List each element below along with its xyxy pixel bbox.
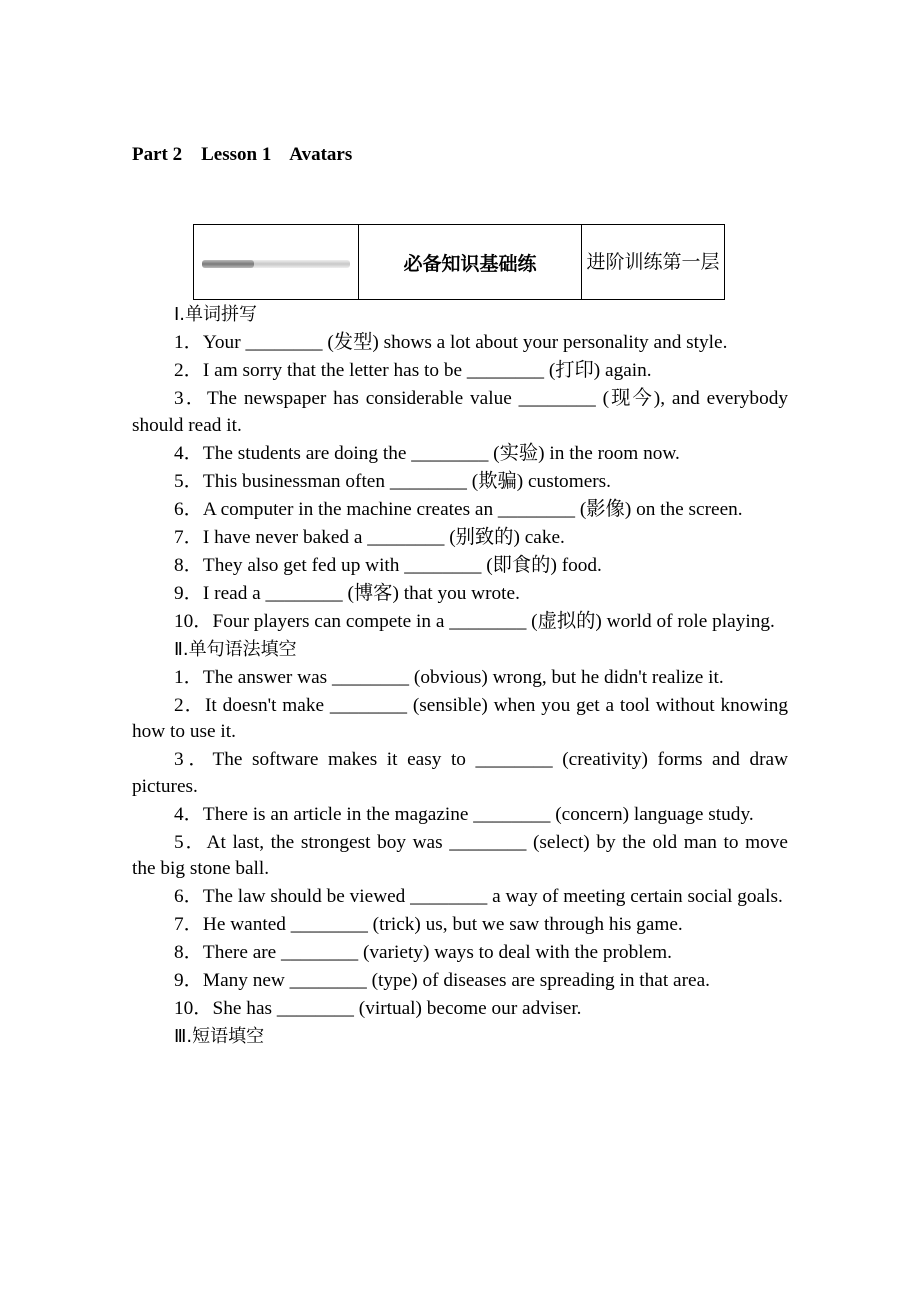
training-level: 进阶训练第一层 [582, 225, 725, 300]
exercise-item: 2．It doesn't make ________ (sensible) when you get a tool without knowing how to use it. [132, 694, 788, 742]
exercise-item: 5．This businessman often ________ (欺骗) customers. [174, 470, 611, 492]
progress-bar [202, 260, 350, 268]
header-table [193, 224, 725, 300]
exercise-item: 7．He wanted ________ (trick) us, but we saw through his game. [174, 914, 683, 935]
exercise-item: 5．At last, the strongest boy was ________ (select) by the old man to move the big stone ball. [132, 831, 788, 879]
exercise-item: 8．They also get fed up with ________ (即食的) food. [174, 554, 602, 576]
exercise-item: 4．There is an article in the magazine ________ (concern) language study. [174, 803, 754, 825]
section-heading: Ⅰ.单词拼写 [174, 304, 258, 325]
section-label: 必备知识基础练 [359, 225, 582, 300]
exercise-item: 1．The answer was ________ (obvious) wrong, but he didn't realize it. [174, 666, 724, 688]
exercise-item: 9．Many new ________ (type) of diseases are spreading in that area. [174, 970, 710, 991]
exercise-item: 3．The newspaper has considerable value ________ (现今), and everybody should read it. [132, 388, 788, 436]
section-phrases [132, 1024, 788, 1050]
exercise-item: 6．A computer in the machine creates an ________ (影像) on the screen. [174, 498, 743, 520]
exercise-item: 9．I read a ________ (博客) that you wrote. [174, 582, 520, 604]
exercise-item: 10．Four players can compete in a ________ (虚拟的) world of role playing. [174, 610, 775, 632]
exercise-item: 6．The law should be viewed ________ a way of meeting certain social goals. [174, 886, 783, 907]
exercise-item: 2．I am sorry that the letter has to be ________ (打印) again. [174, 360, 652, 381]
exercise-item: 1．Your ________ (发型) shows a lot about your personality and style. [174, 332, 728, 353]
exercise-item: 3．The software makes it easy to ________ (creativity) forms and draw pictures. [132, 749, 788, 797]
exercise-content [132, 302, 788, 1052]
section-heading: Ⅲ.短语填空 [174, 1026, 265, 1047]
exercise-item: 10．She has ________ (virtual) become our adviser. [174, 998, 582, 1019]
lesson-title: Part 2 Lesson 1 Avatars [132, 144, 353, 165]
exercise-item: 7．I have never baked a ________ (别致的) cake. [174, 526, 565, 548]
progress-bar-cell [194, 225, 359, 300]
exercise-item: 4．The students are doing the ________ (实验) in the room now. [174, 442, 680, 464]
exercise-item: 8．There are ________ (variety) ways to deal with the problem. [174, 942, 672, 963]
section-grammar [132, 637, 788, 1023]
section-spelling [132, 302, 788, 635]
section-heading: Ⅱ.单句语法填空 [174, 638, 297, 660]
